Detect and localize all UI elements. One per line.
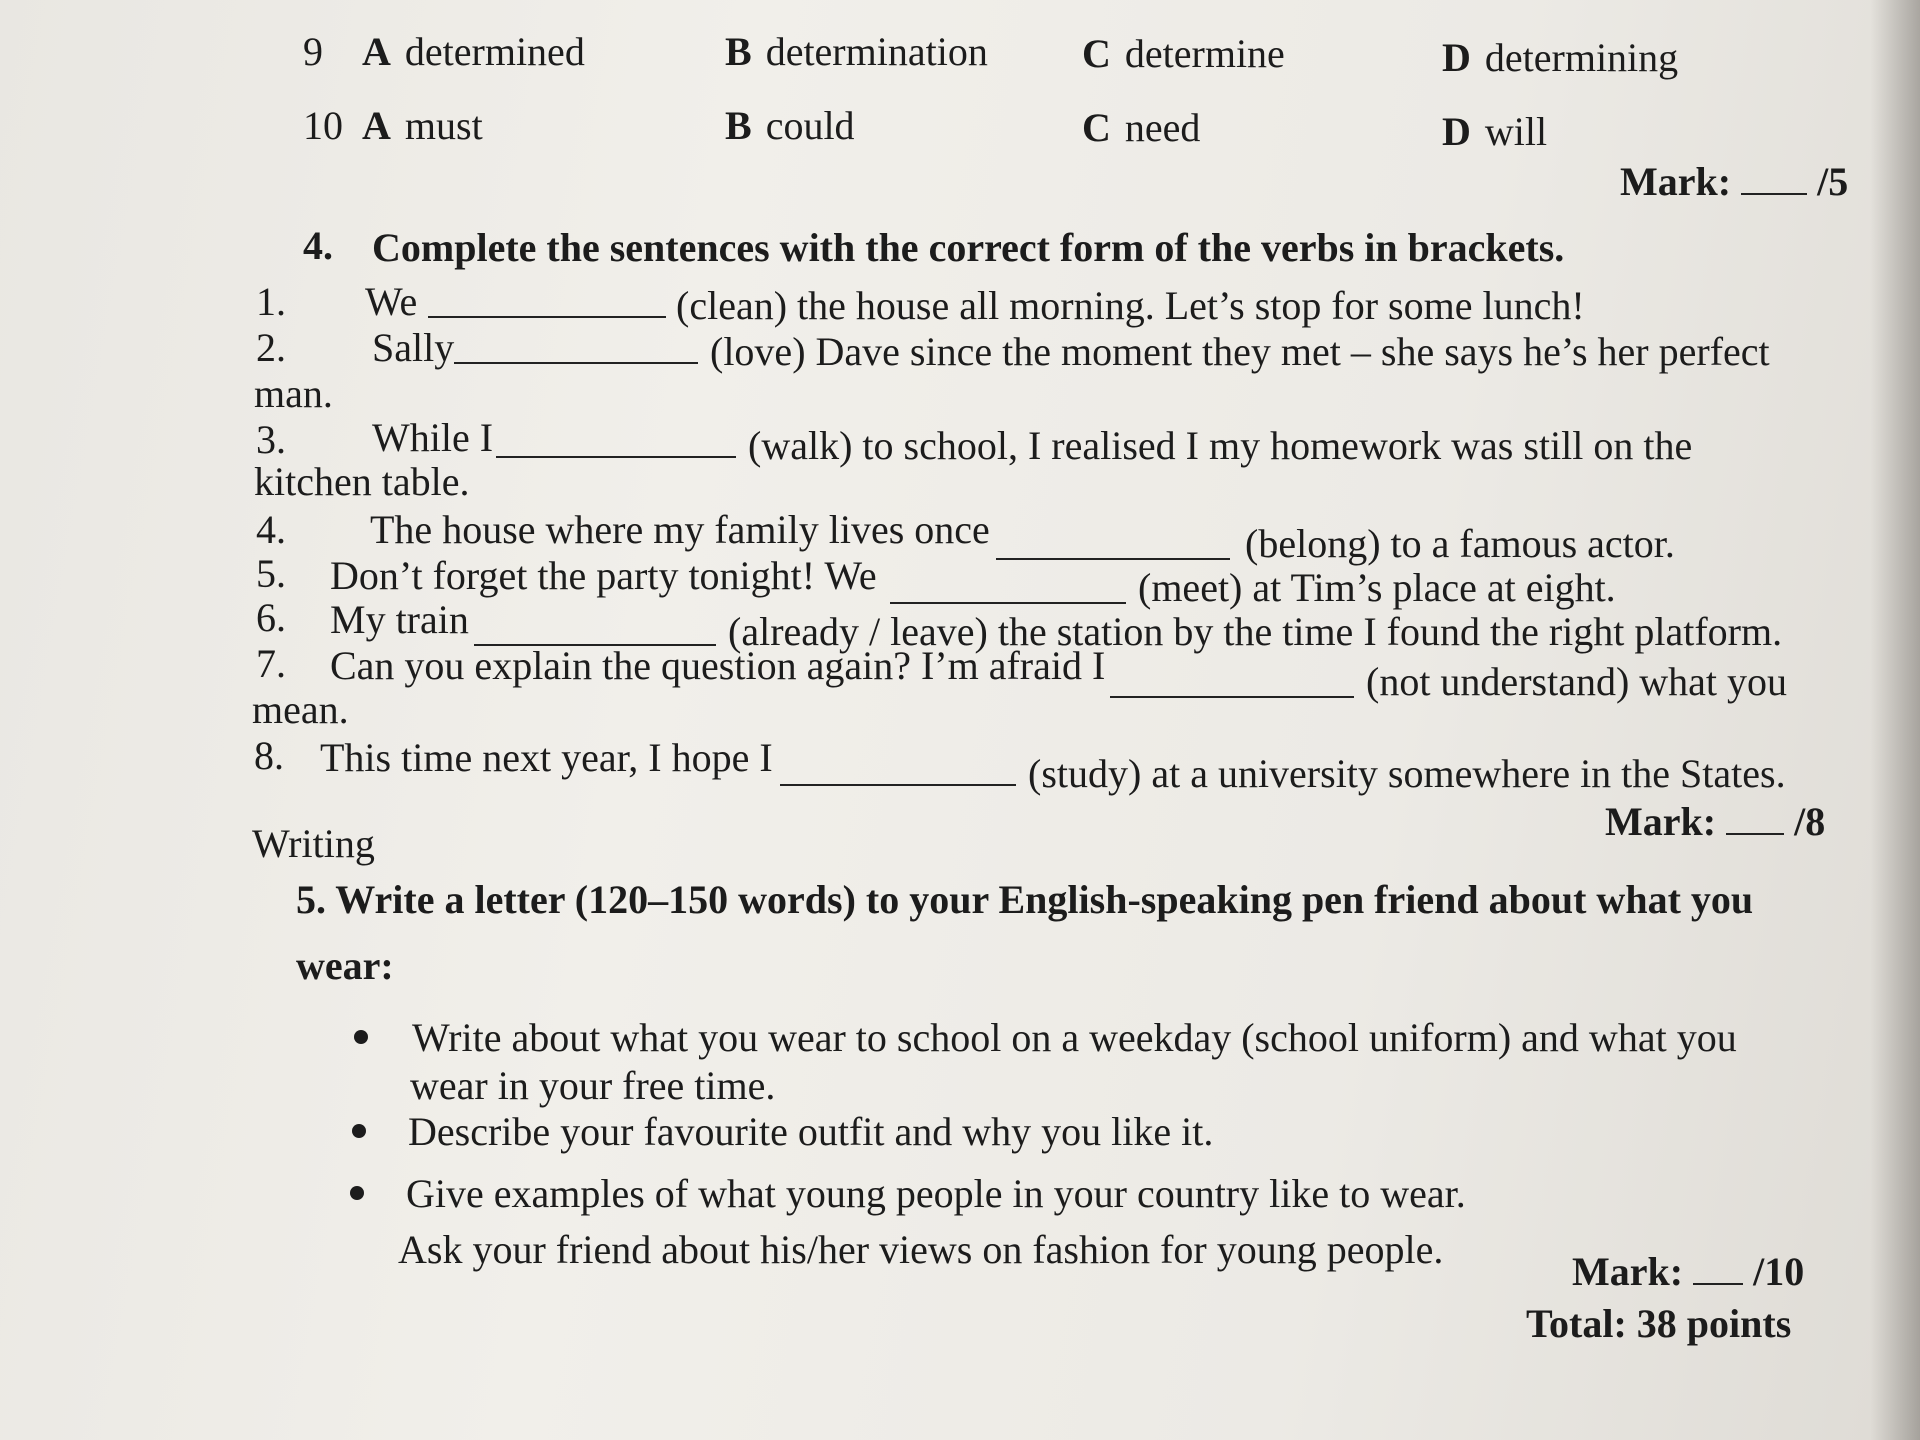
section-4-heading: Complete the sentences with the correct form of the verbs in brackets. (372, 225, 1565, 270)
writing-section-label: Writing (252, 821, 375, 866)
mark-label: Mark: (1620, 159, 1732, 204)
item-7-continuation: mean. (252, 687, 349, 732)
option-text: will (1484, 109, 1548, 154)
mc-row-10-option-b[interactable] (725, 103, 855, 148)
total-points: Total: 38 points (1526, 1301, 1792, 1346)
option-letter: D (1442, 35, 1471, 80)
item-3-answer-blank[interactable] (496, 426, 736, 458)
item-2-continuation: man. (254, 371, 333, 416)
mark-total: /10 (1753, 1249, 1805, 1294)
section-5-final-line: Ask your friend about his/her views on fashion for young people. (398, 1227, 1444, 1272)
option-text: determined (404, 29, 585, 74)
mark-section-5 (1572, 1249, 1805, 1294)
mark-blank-field[interactable] (1741, 163, 1807, 195)
mc-row-9-option-c[interactable] (1082, 31, 1285, 76)
item-8-answer-blank[interactable] (780, 754, 1016, 786)
bullet-2-text: Describe your favourite outfit and why you like it. (408, 1109, 1214, 1154)
option-letter: B (725, 29, 752, 74)
item-8-number: 8. (254, 733, 284, 778)
item-1-answer-blank[interactable] (428, 286, 666, 318)
option-letter: C (1082, 31, 1111, 76)
mc-row-9-option-b[interactable] (725, 29, 988, 74)
option-text: must (404, 103, 483, 148)
bullet-icon (350, 1186, 364, 1200)
mc-row-9-option-d[interactable] (1442, 35, 1679, 80)
item-2-number: 2. (256, 325, 286, 370)
mc-row-9-number: 9 (303, 29, 323, 74)
item-8-before: This time next year, I hope I (320, 735, 773, 780)
bullet-icon (354, 1030, 368, 1044)
item-1-before: We (365, 279, 418, 324)
item-5-after: (meet) at Tim’s place at eight. (1138, 565, 1616, 610)
mc-row-10-option-c[interactable] (1082, 105, 1201, 150)
item-6-after: (already / leave) the station by the time I found the right platform. (728, 609, 1783, 654)
mark-total: /5 (1817, 159, 1849, 204)
item-2-after: (love) Dave since the moment they met – she says he’s her perfect (710, 329, 1770, 374)
item-7-after: (not understand) what you (1366, 659, 1788, 704)
item-5-answer-blank[interactable] (890, 572, 1126, 604)
item-1-after: (clean) the house all morning. Let’s stop for some lunch! (676, 283, 1585, 328)
item-3-after: (walk) to school, I realised I my homework was still on the (748, 423, 1693, 468)
option-letter: B (725, 103, 752, 148)
item-5-number: 5. (256, 551, 286, 596)
item-1-number: 1. (256, 279, 286, 324)
bullet-1-line-2: wear in your free time. (410, 1063, 776, 1108)
mc-row-10-option-d[interactable] (1442, 109, 1548, 154)
mc-row-10-option-a[interactable] (362, 103, 483, 148)
option-letter: D (1442, 109, 1471, 154)
item-7-answer-blank[interactable] (1110, 666, 1354, 698)
section-5-heading-continuation: wear: (296, 943, 394, 988)
item-7-before: Can you explain the question again? I’m afraid I (330, 643, 1106, 688)
option-letter: A (362, 29, 391, 74)
option-text: need (1124, 105, 1201, 150)
bullet-icon (352, 1124, 366, 1138)
bullet-1-line-1: Write about what you wear to school on a weekday (school uniform) and what you (412, 1015, 1737, 1060)
mark-label: Mark: (1605, 799, 1717, 844)
mark-section-3 (1620, 159, 1849, 204)
item-4-number: 4. (256, 507, 286, 552)
mark-section-4 (1605, 799, 1826, 844)
item-4-before: The house where my family lives once (370, 507, 990, 552)
item-3-before: While I (372, 415, 494, 460)
item-6-number: 6. (256, 595, 286, 640)
item-6-answer-blank[interactable] (474, 614, 716, 646)
mark-blank-field[interactable] (1693, 1253, 1743, 1285)
section-5-heading: 5. Write a letter (120–150 words) to your English-speaking pen friend about what you (296, 877, 1754, 922)
page-edge-shadow (1870, 0, 1920, 1440)
item-3-continuation: kitchen table. (254, 459, 470, 504)
option-letter: A (362, 103, 391, 148)
option-text: could (765, 103, 855, 148)
section-4-number: 4. (303, 223, 333, 268)
item-7-number: 7. (256, 641, 286, 686)
item-2-before: Sally (372, 325, 455, 370)
mc-row-10-number: 10 (303, 103, 343, 148)
option-text: determination (765, 29, 988, 74)
item-3-number: 3. (256, 417, 286, 462)
bullet-3-text: Give examples of what young people in your country like to wear. (406, 1171, 1466, 1216)
item-2-answer-blank[interactable] (454, 332, 698, 364)
item-4-answer-blank[interactable] (996, 528, 1230, 560)
item-6-before: My train (330, 597, 469, 642)
option-text: determining (1484, 35, 1679, 80)
item-8-after: (study) at a university somewhere in the States. (1028, 751, 1786, 796)
item-5-before: Don’t forget the party tonight! We (330, 553, 877, 598)
mark-total: /8 (1794, 799, 1826, 844)
mark-label: Mark: (1572, 1249, 1684, 1294)
option-letter: C (1082, 105, 1111, 150)
mark-blank-field[interactable] (1726, 803, 1784, 835)
option-text: determine (1124, 31, 1285, 76)
item-4-after: (belong) to a famous actor. (1245, 521, 1675, 566)
mc-row-9-option-a[interactable] (362, 29, 585, 74)
